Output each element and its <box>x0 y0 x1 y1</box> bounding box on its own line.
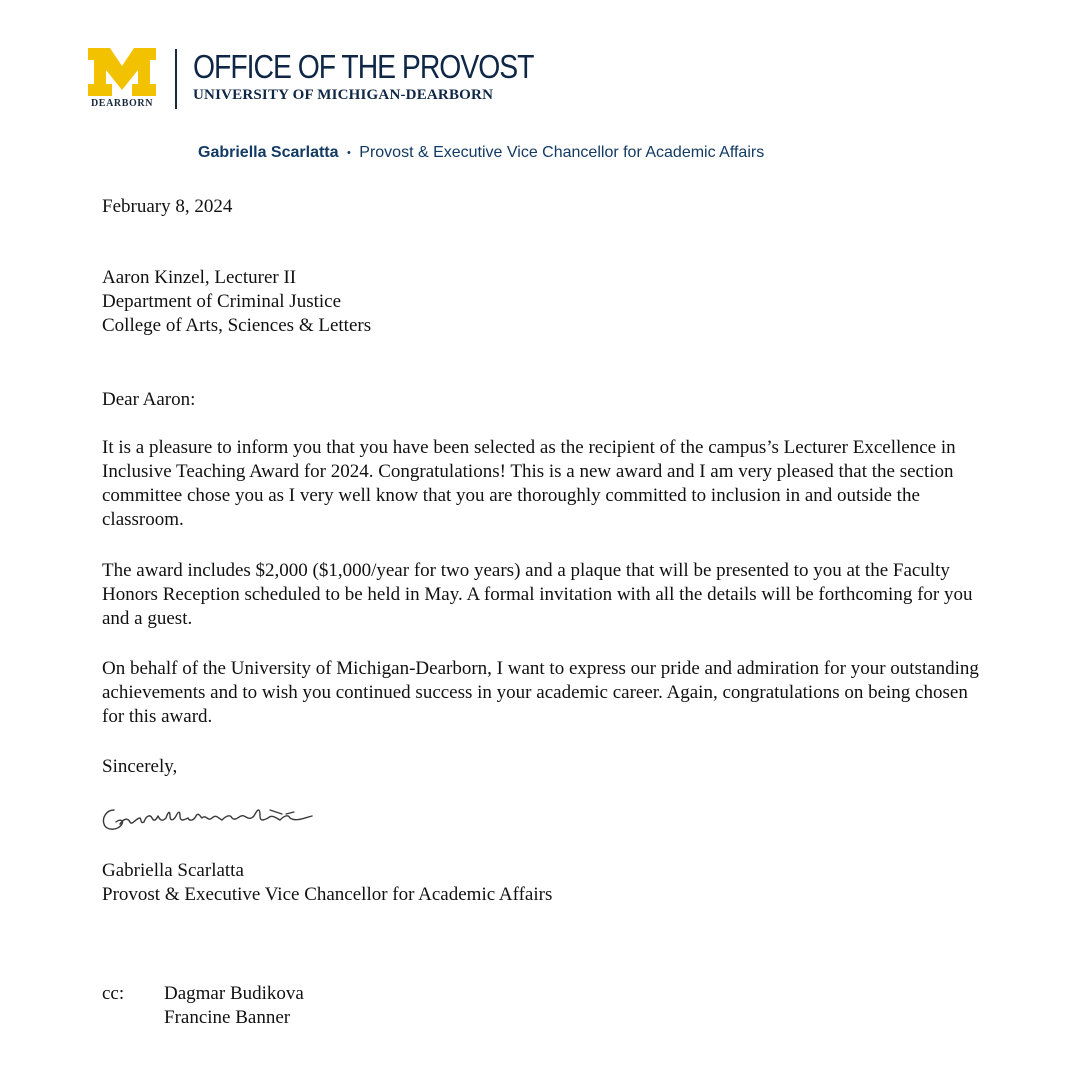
body-paragraph-3: On behalf of the University of Michigan-Dearborn, I want to express our pride and admiration for your outstanding achievements and to wish you continued success in your academic career. Again, congratulations on being chosen for this award. <box>102 658 979 727</box>
provost-title: Provost & Executive Vice Chancellor for Academic Affairs <box>359 144 765 161</box>
logo-campus-label: DEARBORN <box>90 98 154 109</box>
cc-list <box>164 982 304 1030</box>
university-name: UNIVERSITY OF MICHIGAN-DEARBORN <box>193 87 494 103</box>
office-title: OFFICE OF THE PROVOST <box>193 48 534 85</box>
provost-name: Gabriella Scarlatta <box>198 144 339 161</box>
cc-name: Dagmar Budikova <box>164 983 304 1004</box>
salutation: Dear Aaron: <box>102 389 196 410</box>
signer-title: Provost & Executive Vice Chancellor for Academic Affairs <box>102 884 553 905</box>
recipient-college: College of Arts, Sciences & Letters <box>102 315 372 336</box>
body-paragraph-1: It is a pleasure to inform you that you have been selected as the recipient of the campus’s Lecturer Excellence in Inclusive Teaching Award for 2024. Congratulations! This is a new award and I am very pleased that the section committee chose you as I very well know that you are thoroughly committed to inclusion in and outside the classroom. <box>102 437 956 530</box>
provost-line <box>198 144 764 162</box>
letterhead-divider <box>175 49 177 109</box>
cc-label: cc: <box>102 983 125 1004</box>
cc-name: Francine Banner <box>164 1007 291 1028</box>
recipient-department: Department of Criminal Justice <box>102 291 342 312</box>
body-paragraph-2: The award includes $2,000 ($1,000/year for two years) and a plaque that will be presented to you at the Faculty Honors Reception scheduled to be held in May. A formal invitation with all the details will be forthcoming for you and a guest. <box>102 560 973 629</box>
recipient-name-title: Aaron Kinzel, Lecturer II <box>102 267 297 288</box>
handwritten-signature-icon <box>100 800 325 836</box>
signer-name: Gabriella Scarlatta <box>102 860 244 881</box>
closing: Sincerely, <box>102 756 178 777</box>
letter-date: February 8, 2024 <box>102 196 233 217</box>
separator-dot: • <box>346 146 351 159</box>
letterhead <box>86 46 606 114</box>
